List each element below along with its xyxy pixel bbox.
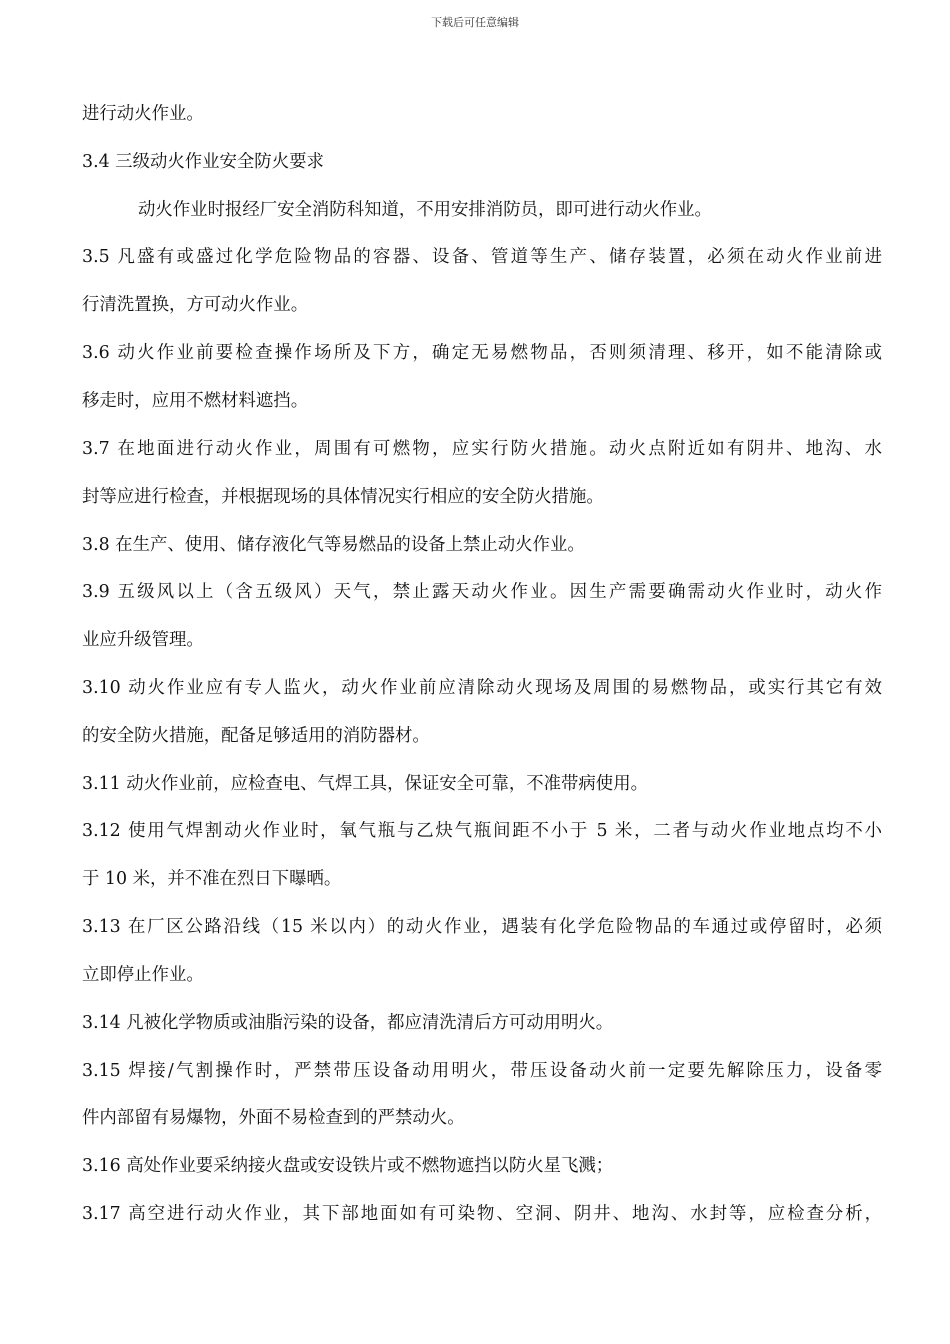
text-line: 3.11 动火作业前，应检查电、气焊工具，保证安全可靠，不准带病使用。 (82, 774, 648, 794)
text-line: 于 10 米，并不准在烈日下曝晒。 (82, 869, 342, 889)
text-line: 业应升级管理。 (82, 630, 204, 650)
text-line: 3.9 五级风以上（含五级风）天气，禁止露天动火作业。因生产需要确需动火作业时，动火作 (82, 582, 882, 602)
text-line: 3.7 在地面进行动火作业，周围有可燃物，应实行防火措施。动火点附近如有阴井、地沟、水 (82, 439, 882, 459)
text-line: 件内部留有易爆物，外面不易检查到的严禁动火。 (82, 1108, 465, 1128)
text-line: 3.14 凡被化学物质或油脂污染的设备，都应清洗清后方可动用明火。 (82, 1013, 614, 1033)
text-line: 3.15 焊接/气割操作时，严禁带压设备动用明火，带压设备动火前一定要先解除压力，设备零 (82, 1061, 882, 1081)
text-line: 的安全防火措施，配备足够适用的消防器材。 (82, 726, 430, 746)
text-line: 封等应进行检查，并根据现场的具体情况实行相应的安全防火措施。 (82, 487, 604, 507)
text-line: 3.13 在厂区公路沿线（15 米以内）的动火作业，遇装有化学危险物品的车通过或停留时，必须 (82, 917, 882, 937)
page-header: 下载后可任意编辑 (431, 16, 519, 29)
text-line: 立即停止作业。 (82, 965, 204, 985)
text-line: 进行动火作业。 (82, 104, 204, 124)
text-line: 3.5 凡盛有或盛过化学危险物品的容器、设备、管道等生产、储存装置，必须在动火作业前进 (82, 247, 882, 267)
text-line: 3.10 动火作业应有专人监火，动火作业前应清除动火现场及周围的易燃物品，或实行其它有效 (82, 678, 882, 698)
text-line: 动火作业时报经厂安全消防科知道，不用安排消防员，即可进行动火作业。 (138, 200, 712, 220)
text-line: 3.17 高空进行动火作业，其下部地面如有可染物、空洞、阴井、地沟、水封等，应检查分析， (82, 1204, 882, 1224)
text-line: 移走时，应用不燃材料遮挡。 (82, 391, 309, 411)
text-line: 行清洗置换，方可动火作业。 (82, 295, 309, 315)
text-line: 3.16 高处作业要采纳接火盘或安设铁片或不燃物遮挡以防火星飞溅； (82, 1156, 614, 1176)
text-line: 3.12 使用气焊割动火作业时，氧气瓶与乙炔气瓶间距不小于 5 米，二者与动火作业地点均不小 (82, 821, 882, 841)
text-line: 3.8 在生产、使用、储存液化气等易燃品的设备上禁止动火作业。 (82, 535, 585, 555)
section-heading: 3.4 三级动火作业安全防火要求 (82, 152, 324, 172)
text-line: 3.6 动火作业前要检查操作场所及下方，确定无易燃物品，否则须清理、移开，如不能清除或 (82, 343, 882, 363)
